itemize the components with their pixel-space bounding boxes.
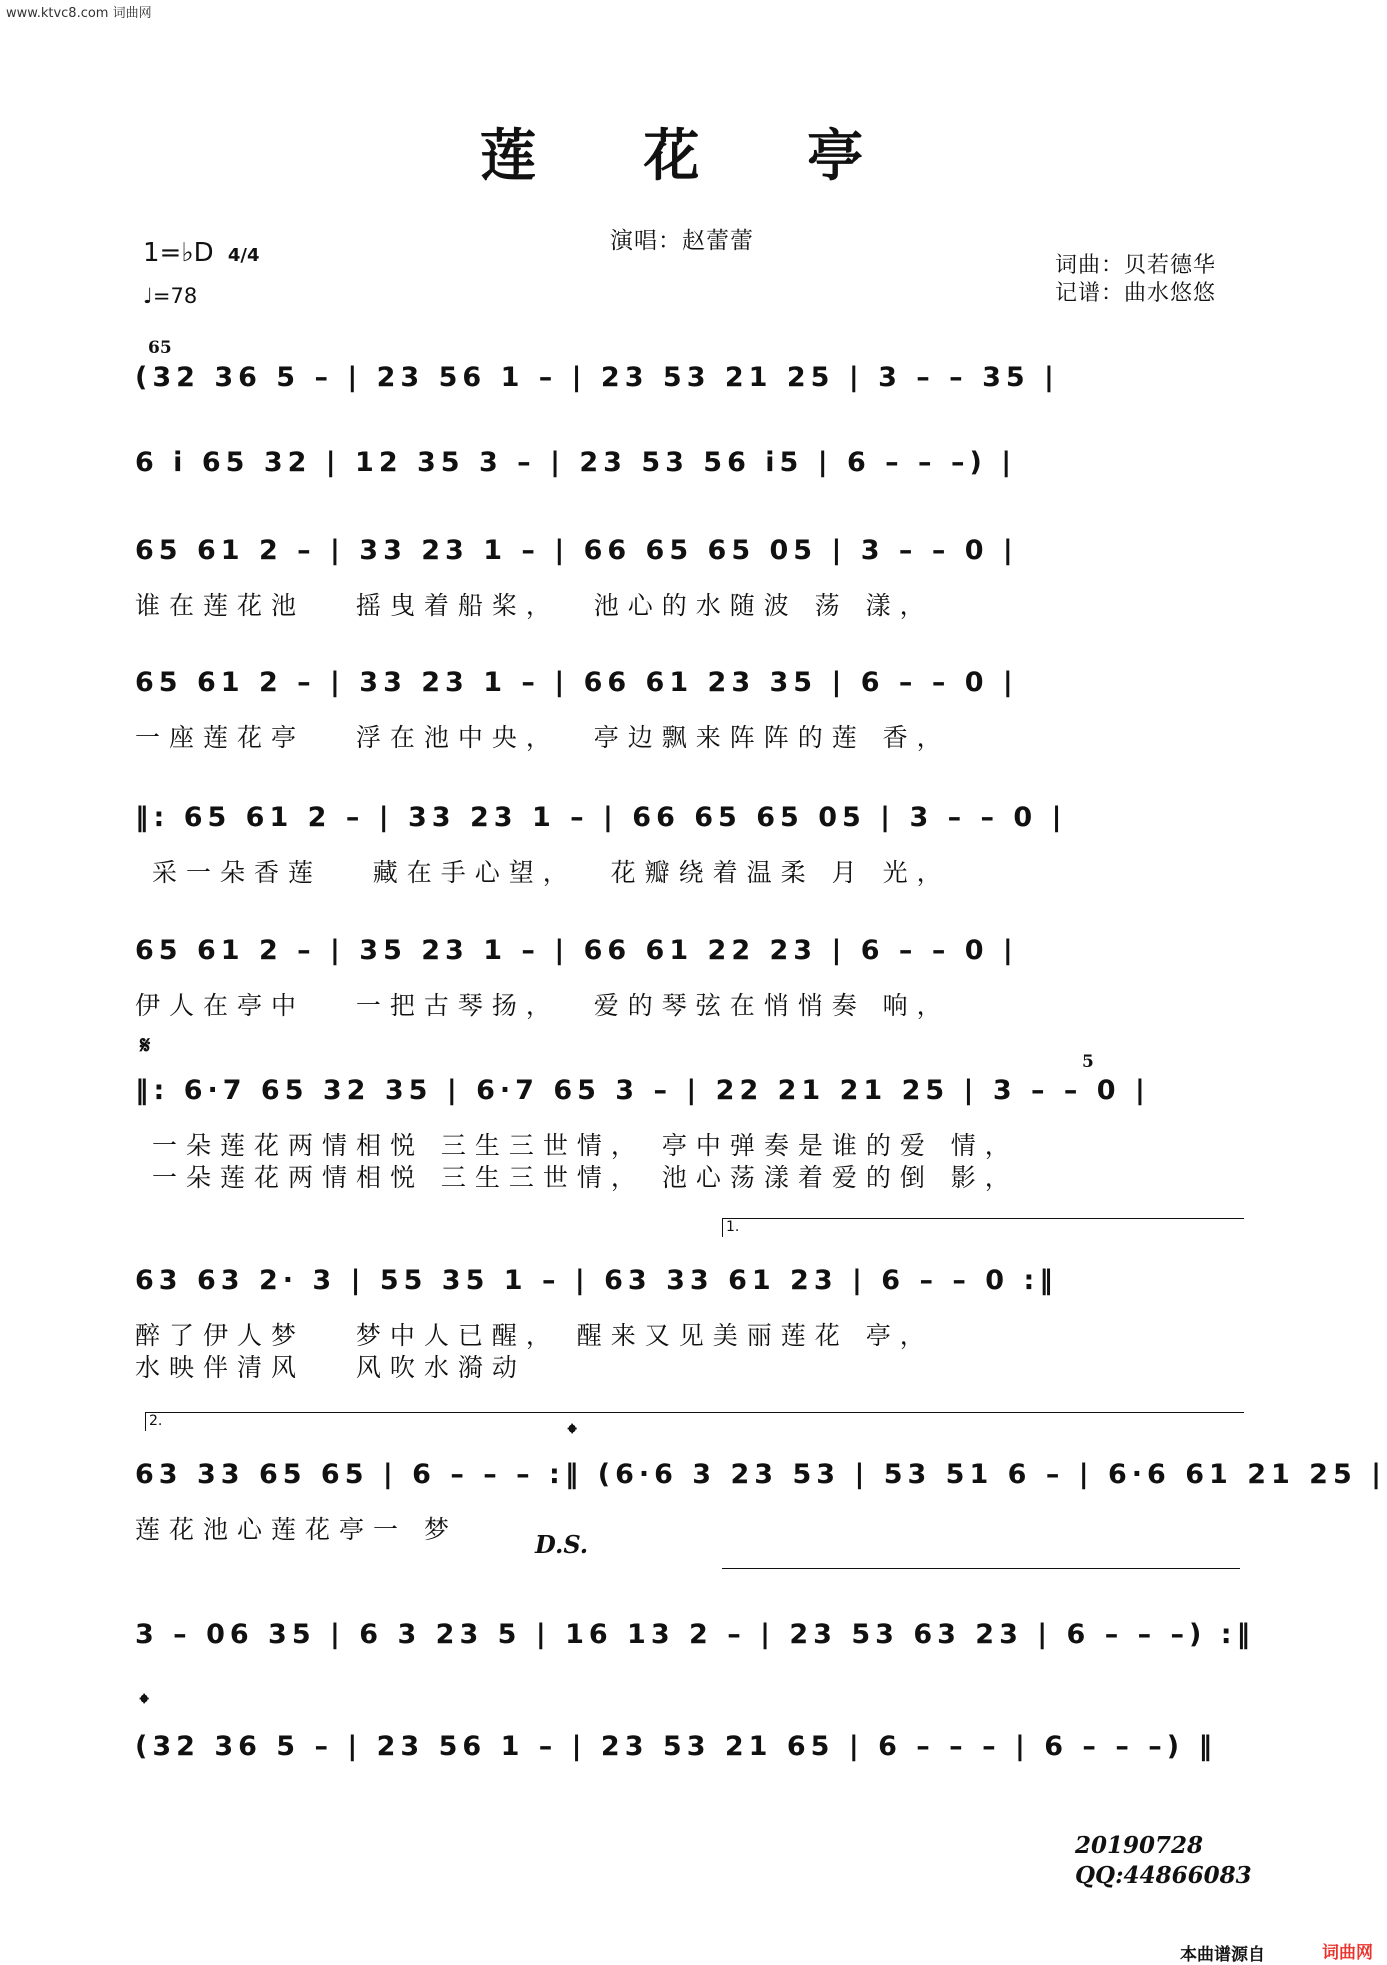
notes-line: 65 61 2 – | 35 23 1 – | 66 61 22 23 | 6 – – 0 | [135,934,1018,966]
grace-note: 65 [148,338,172,358]
notes-line: ‖: 6·7 65 32 35 | 6·7 65 3 – | 22 21 21 25 | 3 – – 0 | [135,1074,1150,1106]
score-system-5 [135,795,1250,887]
grace-note: 5 [1082,1052,1094,1072]
notes-line: (32 36 5 – | 23 56 1 – | 23 53 21 65 | 6 – – – | 6 – – –) ‖ [135,1730,1217,1762]
lyric-line: 莲花池心莲花亭一 梦 [135,1515,458,1544]
tempo-marking: ♩=78 [143,284,198,308]
lyricist-credit: 词曲：贝若德华 [1055,253,1217,278]
site-watermark: www.ktvc8.com 词曲网 [6,6,152,21]
site-logo[interactable]: 词曲网 [1322,1943,1373,1963]
notes-line: 3 – 06 35 | 6 3 23 5 | 16 13 2 – | 23 53 63 23 | 6 – – –) :‖ [135,1618,1256,1650]
date-stamp: 20190728 [1075,1832,1204,1859]
lyric-line: 一朵莲花两情相悦 三生三世情， 亭中弹奏是谁的爱 情， [135,1131,1019,1160]
singer-credit: 演唱：赵蕾蕾 [610,228,754,254]
score-system-1 [135,355,1250,431]
score-system-7 [135,1068,1250,1192]
ds-marking: D.S. [535,1530,589,1559]
score-system-6 [135,928,1250,1020]
notes-line: 65 61 2 – | 33 23 1 – | 66 65 65 05 | 3 – – 0 | [135,534,1018,566]
source-label: 本曲谱源自 [1180,1945,1265,1965]
lyric-line: 一座莲花亭 浮在池中央， 亭边飘来阵阵的莲 香， [135,723,951,752]
lyric-line: 采一朵香莲 藏在手心望， 花瓣绕着温柔 月 光， [135,858,951,887]
notes-line: ‖: 65 61 2 – | 33 23 1 – | 66 65 65 05 | 3 – – 0 | [135,801,1067,833]
lyric-line: 水映伴清风 风吹水漪动 [135,1353,526,1382]
coda-sign: 𝄌 [568,1418,577,1447]
segno-sign: 𝄋 [140,1030,151,1059]
score-system-10 [135,1612,1256,1688]
score-system-4 [135,660,1250,752]
lyric-line: 一朵莲花两情相悦 三生三世情， 池心荡漾着爱的倒 影， [135,1163,1019,1192]
notes-line: (32 36 5 – | 23 56 1 – | 23 53 21 25 | 3 – – 35 | [135,361,1059,393]
volta-bracket [722,1568,1240,1569]
coda-sign: 𝄌 [140,1688,149,1717]
score-system-11 [135,1724,1250,1800]
notes-line: 65 61 2 – | 33 23 1 – | 66 61 23 35 | 6 – – 0 | [135,666,1018,698]
score-system-8 [135,1258,1250,1382]
notes-line: 6 i 65 32 | 12 35 3 – | 23 53 56 i5 | 6 – – –) | [135,446,1017,478]
lyric-line: 伊人在亭中 一把古琴扬， 爱的琴弦在悄悄奏 响， [135,991,951,1020]
key-signature [143,238,260,268]
score-system-3 [135,528,1250,620]
song-title: 莲 花 亭 [480,123,907,189]
lyric-line: 谁在莲花池 摇曳着船桨， 池心的水随波 荡 漾， [135,591,934,620]
volta-2: 2. [145,1412,1244,1431]
transcriber-credit: 记谱：曲水悠悠 [1055,281,1217,306]
notes-line: 63 33 65 65 | 6 – – – :‖ (6·6 3 23 53 | 53 51 6 – | 6·6 61 21 25 | [135,1458,1387,1490]
score-system-2 [135,440,1250,516]
notes-line: 63 63 2· 3 | 55 35 1 – | 63 33 61 23 | 6 – – 0 :‖ [135,1264,1058,1296]
key-text: 1=♭D [143,238,214,268]
time-signature: 4/4 [227,245,260,266]
qq-contact: QQ:44866083 [1075,1862,1252,1889]
volta-1: 1. [722,1218,1244,1237]
score-system-9 [135,1452,1387,1544]
lyric-line: 醉了伊人梦 梦中人已醒， 醒来又见美丽莲花 亭， [135,1321,934,1350]
